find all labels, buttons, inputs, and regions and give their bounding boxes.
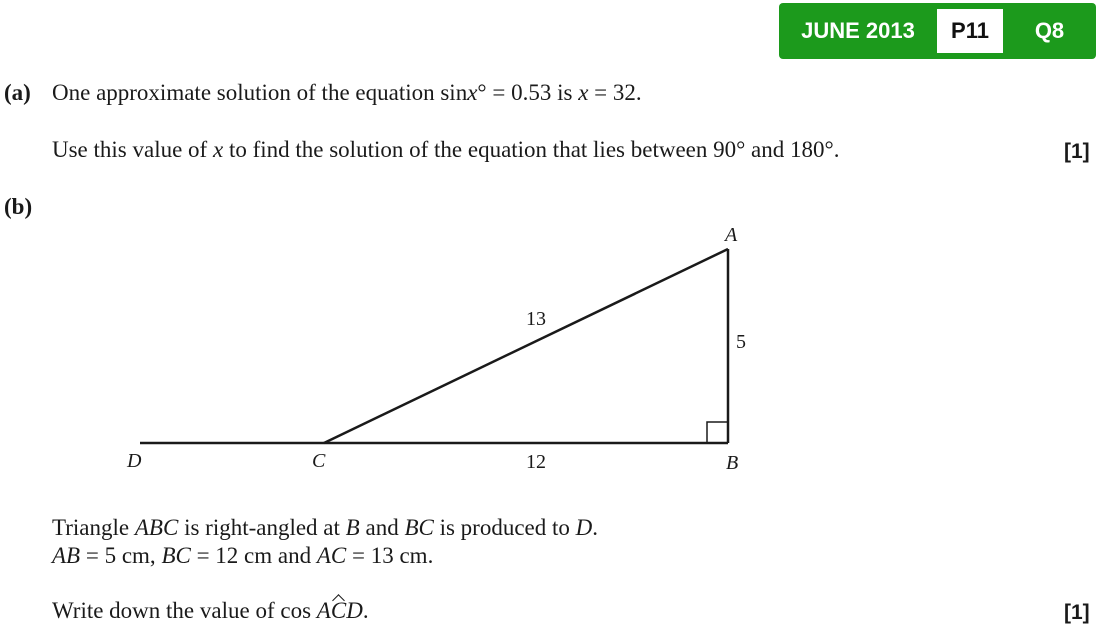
vertex-c-label: C [312, 450, 326, 472]
var-x: x [578, 80, 589, 105]
var-c-hat: C [330, 598, 347, 623]
right-angle-marker [707, 422, 728, 443]
var-d: D [346, 598, 363, 623]
var-b: B [345, 515, 360, 540]
vertex-b-label: B [726, 452, 739, 474]
text-segment: is produced to [433, 515, 576, 540]
side-base-label: 12 [526, 451, 546, 473]
text-segment: Triangle [52, 515, 135, 540]
part-b-text3 [52, 598, 369, 624]
paper-label: P11 [937, 9, 1003, 53]
text-segment: = 12 cm and [190, 543, 317, 568]
side-vert-label: 5 [736, 331, 746, 353]
vertex-d-label: D [127, 450, 142, 472]
var-bc: BC [161, 543, 191, 568]
vertex-a-label: A [725, 224, 738, 246]
part-a-line1-text: One approximate solution of the equation sin [52, 80, 468, 105]
part-b-marks: [1] [1064, 601, 1090, 624]
part-a-line1-text: = 32. [588, 80, 642, 105]
question-label: Q8 [1034, 18, 1065, 43]
part-b-text2 [52, 543, 433, 569]
var-bc: BC [404, 515, 434, 540]
var-ab: AB [52, 543, 81, 568]
text-segment: = 5 cm, [80, 543, 162, 568]
var-a: A [316, 598, 331, 623]
part-a-label: (a) [4, 80, 31, 105]
part-a-line2-text: Use this value of [52, 137, 213, 162]
text-segment: . [362, 598, 369, 623]
part-a-line1-text: ° = 0.53 is [477, 80, 579, 105]
var-abc: ABC [134, 515, 179, 540]
var-ac: AC [316, 543, 347, 568]
part-b-label: (b) [4, 194, 33, 219]
line-ca [324, 249, 728, 443]
part-a-line2-text: to find the solution of the equation that lies between 90° and 180°. [223, 137, 840, 162]
var-x: x [212, 137, 224, 162]
text-segment: . [592, 515, 599, 540]
text-segment: is right-angled at [178, 515, 346, 540]
text-segment: and [359, 515, 405, 540]
part-b-text1 [52, 515, 598, 541]
var-x: x [467, 80, 478, 105]
side-hyp-label: 13 [526, 308, 546, 330]
var-d: D [575, 515, 593, 540]
text-segment: = 13 cm. [346, 543, 434, 568]
text-segment: Write down the value of cos [52, 598, 317, 623]
part-a-marks: [1] [1064, 140, 1090, 163]
session-label: JUNE 2013 [801, 18, 915, 43]
